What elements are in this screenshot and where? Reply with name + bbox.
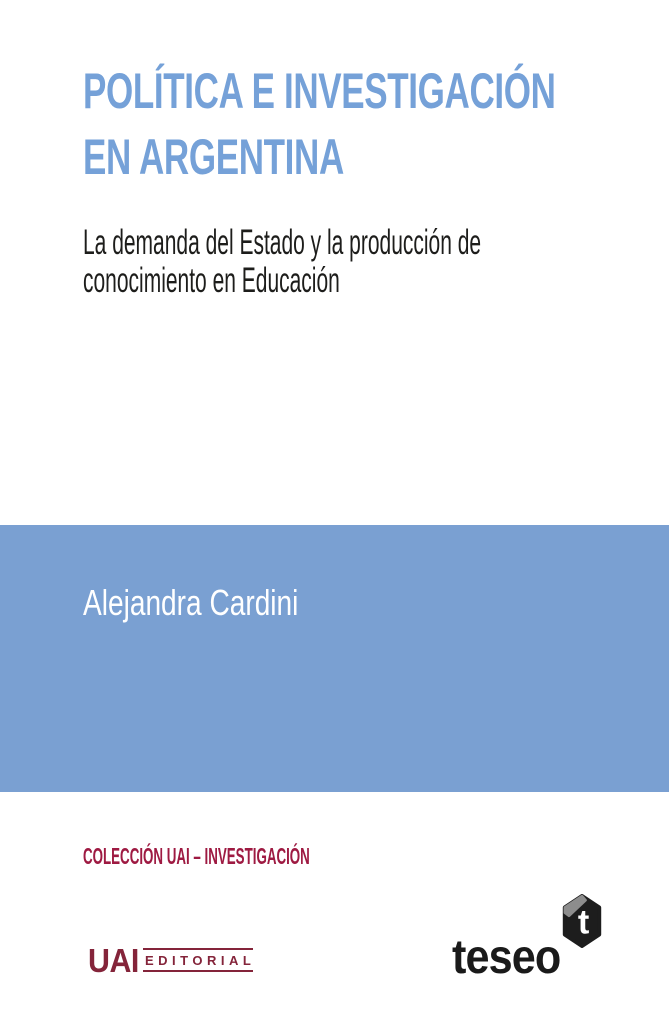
book-title-line2: EN ARGENTINA [83,129,344,185]
book-title [83,58,556,190]
book-subtitle-line1: La demanda del Estado y la producción de [83,223,482,262]
uai-logo-wordmark: UAI [88,942,139,979]
book-subtitle [83,224,481,300]
book-subtitle-line2: conocimiento en Educación [83,261,340,300]
teseo-hexagon-icon [562,894,602,948]
author-name: Alejandra Cardini [83,582,299,623]
author-band [0,525,669,792]
book-title-line1: POLÍTICA E INVESTIGACIÓN [83,63,556,119]
uai-editorial-label: EDITORIAL [143,948,253,972]
teseo-icon-letter: t [577,903,590,942]
collection-label: COLECCIÓN UAI – INVESTIGACIÓN [83,843,310,869]
teseo-logo-wordmark: teseo [452,931,561,984]
